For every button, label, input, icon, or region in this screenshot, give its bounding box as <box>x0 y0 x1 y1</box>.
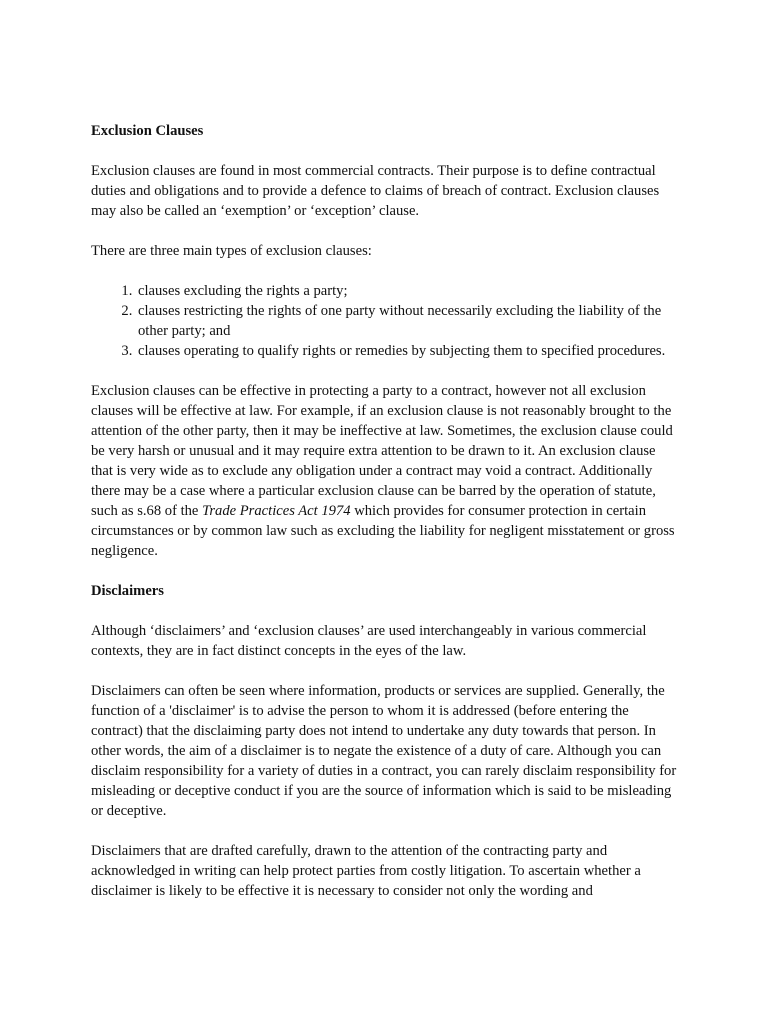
heading-disclaimers: Disclaimers <box>91 583 164 599</box>
act-title: Trade Practices Act 1974 <box>202 503 351 519</box>
paragraph-disclaimers-function: Disclaimers can often be seen where information, products or services are supplied. Generally, the function of a 'disclaimer' is to advise the person to whom it is addressed (before entering the contract) that the disclaiming party does not intend to undertake any duty towards that person. In other words, the aim of a disclaimer is to negate the existence of a duty of care. Although you can disclaim responsibility for a variety of duties in a contract, you can rarely disclaim responsibility for misleading or deceptive conduct if you are the source of information which is said to be misleading or deceptive. <box>91 683 677 819</box>
paragraph-text: Exclusion clauses can be effective in protecting a party to a contract, however not all exclusion clauses will be effective at law. For example, if an exclusion clause is not reasonably brought to the attention of the other party, then it may be ineffective at law. Sometimes, the exclusion clause could be very harsh or unusual and it may require extra attention to be drawn to it. An exclusion clause that is very wide as to exclude any obligation under a contract may void a contract. Additionally there may be a case where a particular exclusion clause can be barred by the operation of statute, such as s.68 of the <box>91 383 673 519</box>
paragraph-disclaimers-drafting: Disclaimers that are drafted carefully, drawn to the attention of the contracting party and acknowledged in writing can help protect parties from costly litigation. To ascertain whether a disclaimer is likely to be effective it is necessary to consider not only the wording and <box>91 843 641 899</box>
document-body <box>91 121 681 921</box>
exclusion-types-list <box>91 281 681 361</box>
paragraph-exclusion-intro: Exclusion clauses are found in most commercial contracts. Their purpose is to define contractual duties and obligations and to provide a defence to claims of breach of contract. Exclusion clauses may also be called an ‘exemption’ or ‘exception’ clause. <box>91 163 660 219</box>
list-item: 1. clauses excluding the rights a party; <box>136 281 681 301</box>
list-item: 3. clauses operating to qualify rights or remedies by subjecting them to specified procedures. <box>136 341 681 361</box>
heading-exclusion-clauses: Exclusion Clauses <box>91 123 204 139</box>
paragraph-text: which provides for consumer protection in certain circumstances or by common law such as excluding the liability for negligent misstatement or gross negligence. <box>91 503 675 559</box>
paragraph-disclaimers-intro: Although ‘disclaimers’ and ‘exclusion clauses’ are used interchangeably in various commercial contexts, they are in fact distinct concepts in the eyes of the law. <box>91 623 647 659</box>
paragraph-exclusion-effectiveness <box>91 381 681 561</box>
paragraph-types-intro: There are three main types of exclusion clauses: <box>91 243 372 259</box>
list-item: 2. clauses restricting the rights of one party without necessarily excluding the liability of the other party; and <box>136 301 681 341</box>
